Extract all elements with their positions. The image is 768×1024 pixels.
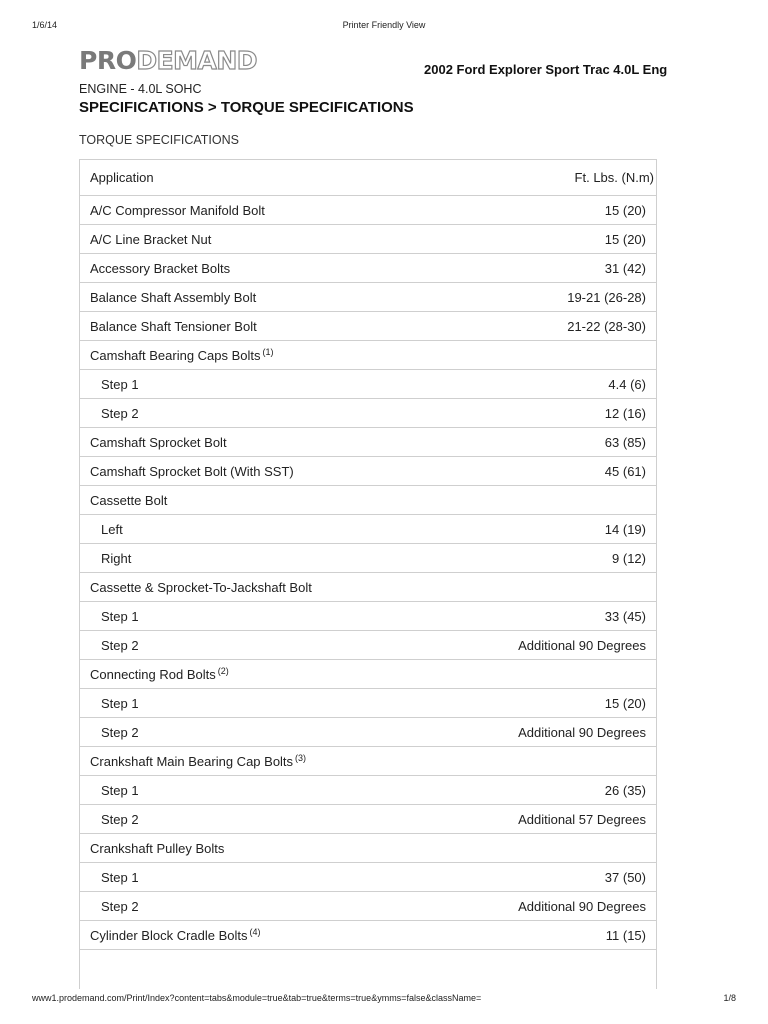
torque-value-cell: 33 (45) — [604, 608, 646, 624]
prodemand-logo — [79, 47, 257, 75]
column-header-value: Ft. Lbs. (N.m) — [574, 170, 654, 185]
engine-label: ENGINE - 4.0L SOHC — [79, 82, 202, 96]
logo-part-pro: PRO — [79, 46, 137, 75]
table-row — [80, 196, 656, 225]
page-number: 1/8 — [723, 993, 736, 1003]
application-text: Step 1 — [101, 376, 139, 392]
application-cell — [80, 753, 306, 769]
torque-value-cell: 26 (35) — [604, 782, 646, 798]
vehicle-title: 2002 Ford Explorer Sport Trac 4.0L Eng — [424, 62, 668, 77]
application-cell — [80, 551, 131, 566]
torque-value-cell: 45 (61) — [604, 463, 646, 479]
application-text: Crankshaft Pulley Bolts — [90, 840, 225, 856]
torque-value-cell: 11 (15) — [605, 927, 646, 943]
torque-value-cell: Additional 90 Degrees — [518, 898, 646, 914]
application-cell — [80, 261, 230, 276]
torque-value-cell: 15 (20) — [604, 202, 646, 218]
application-text: Step 2 — [101, 898, 139, 914]
application-cell — [80, 203, 265, 218]
application-cell — [80, 232, 211, 247]
table-row — [80, 312, 656, 341]
table-row — [80, 254, 656, 283]
application-text: Step 1 — [101, 869, 139, 885]
table-row — [80, 631, 656, 660]
table-row — [80, 573, 656, 602]
application-cell — [80, 377, 139, 392]
footnote-ref: (1) — [262, 347, 274, 357]
application-text: Left — [101, 521, 123, 537]
application-cell — [80, 696, 139, 711]
print-header-title: Printer Friendly View — [342, 20, 426, 30]
application-text: Step 2 — [101, 811, 139, 827]
application-cell — [80, 899, 139, 914]
application-cell — [80, 725, 139, 740]
table-row — [80, 283, 656, 312]
torque-value-cell: 14 (19) — [604, 521, 646, 537]
torque-value-cell: 31 (42) — [604, 260, 646, 276]
torque-value-cell: 19-21 (26-28) — [567, 289, 646, 305]
application-cell — [80, 870, 139, 885]
table-row — [80, 776, 656, 805]
torque-spec-table — [79, 159, 657, 989]
application-cell — [80, 927, 261, 943]
print-footer-url: www1.prodemand.com/Print/Index?content=tabs&module=true&tab=true&terms=true&ymms=false&className= — [32, 993, 482, 1003]
application-text: Cylinder Block Cradle Bolts — [90, 928, 248, 943]
application-cell — [80, 609, 139, 624]
application-text: A/C Line Bracket Nut — [90, 231, 212, 247]
torque-value-cell: 9 (12) — [612, 550, 646, 566]
table-row — [80, 921, 656, 950]
application-cell — [80, 812, 139, 827]
application-cell — [80, 783, 139, 798]
footnote-ref: (3) — [295, 753, 307, 763]
table-row — [80, 689, 656, 718]
application-text: Step 1 — [101, 782, 139, 798]
table-row — [80, 341, 656, 370]
application-text: Camshaft Sprocket Bolt — [90, 434, 227, 450]
application-text: Accessory Bracket Bolts — [90, 260, 231, 276]
table-row — [80, 399, 656, 428]
application-text: A/C Compressor Manifold Bolt — [90, 202, 265, 218]
application-text: Crankshaft Main Bearing Cap Bolts — [90, 754, 294, 769]
application-text: Step 1 — [101, 695, 139, 711]
table-row — [80, 863, 656, 892]
torque-value-cell: Additional 90 Degrees — [518, 724, 646, 740]
table-row — [80, 747, 656, 776]
application-text: Cassette & Sprocket-To-Jackshaft Bolt — [90, 579, 312, 595]
application-cell — [80, 580, 312, 595]
table-continuation — [80, 950, 656, 989]
application-text: Balance Shaft Tensioner Bolt — [90, 318, 257, 334]
table-row — [80, 428, 656, 457]
application-text: Camshaft Sprocket Bolt (With SST) — [90, 463, 294, 479]
torque-value-cell: 21-22 (28-30) — [567, 318, 646, 334]
table-body — [80, 196, 656, 950]
application-cell — [80, 841, 224, 856]
logo-part-demand: DEMAND — [136, 46, 258, 75]
application-text: Cassette Bolt — [90, 492, 168, 508]
application-cell — [80, 464, 294, 479]
application-cell — [80, 406, 139, 421]
table-row — [80, 225, 656, 254]
table-row — [80, 544, 656, 573]
footnote-ref: (4) — [249, 927, 261, 937]
application-text: Camshaft Bearing Caps Bolts — [90, 348, 261, 363]
application-text: Right — [101, 550, 132, 566]
table-row — [80, 718, 656, 747]
torque-value-cell: 37 (50) — [604, 869, 646, 885]
footnote-ref: (2) — [217, 666, 229, 676]
table-row — [80, 602, 656, 631]
application-cell — [80, 319, 257, 334]
torque-value-cell: 15 (20) — [604, 231, 646, 247]
torque-value-cell: Additional 57 Degrees — [518, 811, 646, 827]
application-text: Connecting Rod Bolts — [90, 667, 216, 682]
application-cell — [80, 666, 229, 682]
application-cell — [80, 493, 167, 508]
application-text: Step 1 — [101, 608, 139, 624]
column-header-application: Application — [90, 170, 154, 185]
table-row — [80, 370, 656, 399]
table-row — [80, 457, 656, 486]
torque-value-cell: 15 (20) — [604, 695, 646, 711]
table-row — [80, 805, 656, 834]
table-row — [80, 892, 656, 921]
application-text: Step 2 — [101, 637, 139, 653]
print-date: 1/6/14 — [32, 20, 58, 30]
application-cell — [80, 290, 256, 305]
table-header-row — [80, 160, 656, 196]
table-row — [80, 515, 656, 544]
application-cell — [80, 522, 123, 537]
application-cell — [80, 435, 227, 450]
application-text: Balance Shaft Assembly Bolt — [90, 289, 257, 305]
application-text: Step 2 — [101, 724, 139, 740]
table-row — [80, 834, 656, 863]
application-text: Step 2 — [101, 405, 139, 421]
section-title: TORQUE SPECIFICATIONS — [79, 133, 239, 147]
application-cell — [80, 347, 274, 363]
table-row — [80, 660, 656, 689]
torque-value-cell: 4.4 (6) — [608, 376, 646, 392]
breadcrumb: SPECIFICATIONS > TORQUE SPECIFICATIONS — [79, 99, 414, 116]
application-cell — [80, 638, 139, 653]
torque-value-cell: 12 (16) — [604, 405, 646, 421]
torque-value-cell: Additional 90 Degrees — [518, 637, 646, 653]
table-row — [80, 486, 656, 515]
torque-value-cell: 63 (85) — [604, 434, 646, 450]
